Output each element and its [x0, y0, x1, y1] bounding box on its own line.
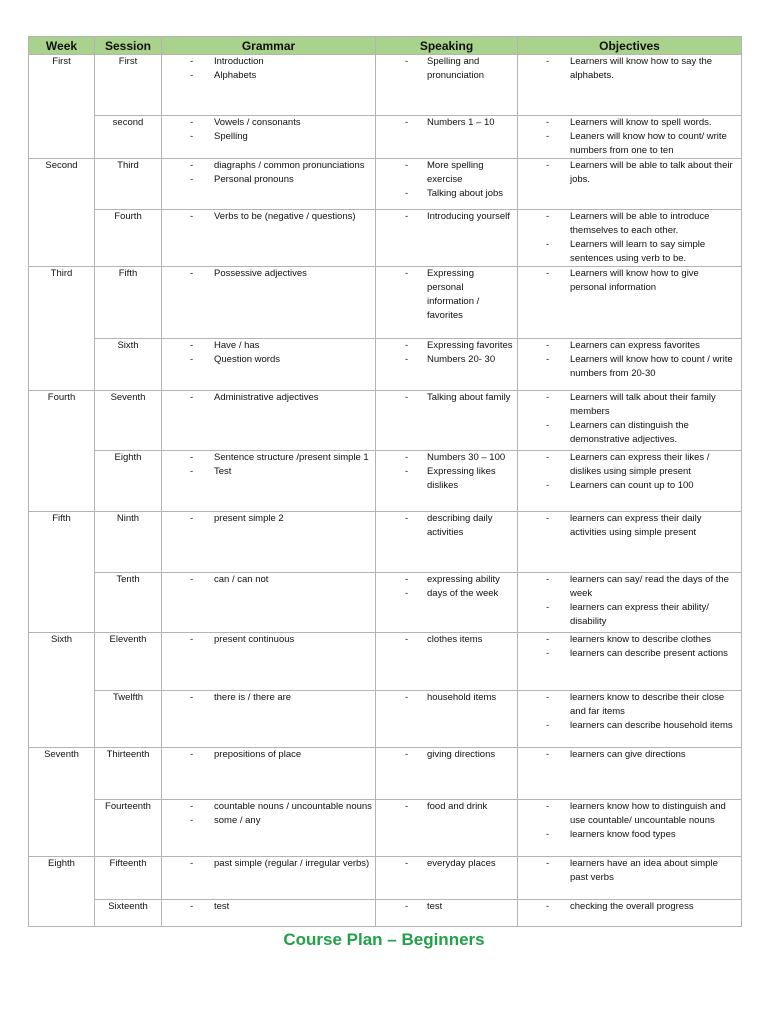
session-cell: Seventh — [95, 391, 162, 451]
grammar-list — [162, 691, 375, 705]
week-cell: Fourth — [29, 391, 95, 512]
speaking-cell — [376, 116, 518, 159]
objectives-header: Objectives — [518, 37, 742, 55]
objectives-cell — [518, 210, 742, 267]
speaking-item: - days of the week — [376, 587, 517, 601]
speaking-cell — [376, 391, 518, 451]
speaking-list — [376, 748, 517, 762]
session-cell: Ninth — [95, 512, 162, 573]
objectives-item: - learners can describe household items — [518, 719, 741, 733]
objectives-list — [518, 159, 741, 187]
speaking-item: - Expressing likes dislikes — [376, 465, 517, 493]
objectives-cell — [518, 116, 742, 159]
objectives-item: - Leaners will know how to count/ write numbers from one to ten — [518, 130, 741, 158]
objectives-item: - Learners can count up to 100 — [518, 479, 741, 493]
objectives-item: - Learners can express favorites — [518, 339, 741, 353]
session-cell: Fifteenth — [95, 857, 162, 900]
grammar-list — [162, 116, 375, 144]
objectives-item: - learners know to describe their close and far items — [518, 691, 741, 719]
speaking-item: - Talking about family — [376, 391, 517, 405]
speaking-cell — [376, 55, 518, 116]
grammar-cell — [162, 451, 376, 512]
grammar-item: - can / can not — [162, 573, 375, 587]
objectives-cell — [518, 800, 742, 857]
table-row — [29, 800, 742, 857]
grammar-list — [162, 339, 375, 367]
speaking-cell — [376, 857, 518, 900]
objectives-list — [518, 512, 741, 540]
objectives-list — [518, 339, 741, 381]
grammar-cell — [162, 116, 376, 159]
objectives-list — [518, 267, 741, 295]
session-cell: Fourteenth — [95, 800, 162, 857]
grammar-item: - present continuous — [162, 633, 375, 647]
speaking-list — [376, 159, 517, 201]
grammar-list — [162, 857, 375, 871]
grammar-item: - Introduction — [162, 55, 375, 69]
objectives-cell — [518, 857, 742, 900]
speaking-cell — [376, 800, 518, 857]
grammar-item: - Vowels / consonants — [162, 116, 375, 130]
session-cell: Fourth — [95, 210, 162, 267]
grammar-cell — [162, 267, 376, 339]
grammar-item: - prepositions of place — [162, 748, 375, 762]
speaking-list — [376, 633, 517, 647]
speaking-cell — [376, 451, 518, 512]
week-cell: Third — [29, 267, 95, 391]
objectives-item: - Learners will be able to introduce themselves to each other. — [518, 210, 741, 238]
grammar-cell — [162, 339, 376, 391]
grammar-cell — [162, 55, 376, 116]
session-cell: Thirteenth — [95, 748, 162, 800]
grammar-item: - some / any — [162, 814, 375, 828]
course-plan-body — [29, 55, 742, 927]
table-row — [29, 691, 742, 748]
speaking-list — [376, 691, 517, 705]
speaking-item: - everyday places — [376, 857, 517, 871]
table-row — [29, 857, 742, 900]
objectives-cell — [518, 451, 742, 512]
table-row — [29, 55, 742, 116]
objectives-cell — [518, 159, 742, 210]
session-cell: Tenth — [95, 573, 162, 633]
table-row — [29, 748, 742, 800]
speaking-cell — [376, 267, 518, 339]
objectives-list — [518, 748, 741, 762]
speaking-cell — [376, 900, 518, 927]
speaking-cell — [376, 573, 518, 633]
grammar-item: - past simple (regular / irregular verbs) — [162, 857, 375, 871]
objectives-list — [518, 857, 741, 885]
objectives-cell — [518, 573, 742, 633]
speaking-item: - expressing ability — [376, 573, 517, 587]
speaking-item: - Talking about jobs — [376, 187, 517, 201]
table-row — [29, 267, 742, 339]
objectives-list — [518, 210, 741, 266]
objectives-list — [518, 691, 741, 733]
speaking-cell — [376, 159, 518, 210]
grammar-list — [162, 451, 375, 479]
speaking-cell — [376, 339, 518, 391]
objectives-item: - Learners will talk about their family members — [518, 391, 741, 419]
grammar-list — [162, 391, 375, 405]
speaking-item: - food and drink — [376, 800, 517, 814]
speaking-item: - Numbers 20- 30 — [376, 353, 517, 367]
objectives-list — [518, 573, 741, 629]
objectives-item: - learners have an idea about simple past verbs — [518, 857, 741, 885]
speaking-list — [376, 451, 517, 493]
table-row — [29, 210, 742, 267]
speaking-list — [376, 339, 517, 367]
session-cell: Fifth — [95, 267, 162, 339]
objectives-item: - Learners can express their likes / dislikes using simple present — [518, 451, 741, 479]
speaking-list — [376, 116, 517, 130]
grammar-item: - Possessive adjectives — [162, 267, 375, 281]
table-row — [29, 573, 742, 633]
grammar-item: - Alphabets — [162, 69, 375, 83]
session-cell: Eighth — [95, 451, 162, 512]
objectives-item: - checking the overall progress — [518, 900, 741, 914]
speaking-list — [376, 512, 517, 540]
grammar-cell — [162, 900, 376, 927]
table-row — [29, 159, 742, 210]
speaking-item: - test — [376, 900, 517, 914]
speaking-list — [376, 857, 517, 871]
grammar-item: - present simple 2 — [162, 512, 375, 526]
grammar-cell — [162, 748, 376, 800]
week-header: Week — [29, 37, 95, 55]
table-header-row — [29, 37, 742, 55]
objectives-list — [518, 451, 741, 493]
speaking-cell — [376, 748, 518, 800]
objectives-item: - Learners will know how to give personal information — [518, 267, 741, 295]
speaking-item: - Numbers 1 – 10 — [376, 116, 517, 130]
grammar-item: - countable nouns / uncountable nouns — [162, 800, 375, 814]
course-plan-table — [28, 36, 742, 927]
week-cell: Eighth — [29, 857, 95, 927]
speaking-cell — [376, 691, 518, 748]
grammar-item: - Verbs to be (negative / questions) — [162, 210, 375, 224]
grammar-item: - there is / there are — [162, 691, 375, 705]
objectives-item: - Learners will know how to count / write numbers from 20-30 — [518, 353, 741, 381]
table-row — [29, 391, 742, 451]
session-cell: First — [95, 55, 162, 116]
objectives-item: - learners can give directions — [518, 748, 741, 762]
objectives-list — [518, 633, 741, 661]
grammar-item: - Question words — [162, 353, 375, 367]
table-row — [29, 339, 742, 391]
speaking-list — [376, 55, 517, 83]
session-cell: Sixth — [95, 339, 162, 391]
speaking-cell — [376, 633, 518, 691]
objectives-cell — [518, 267, 742, 339]
session-cell: second — [95, 116, 162, 159]
speaking-item: - describing daily activities — [376, 512, 517, 540]
table-row — [29, 512, 742, 573]
table-row — [29, 633, 742, 691]
week-cell: First — [29, 55, 95, 159]
objectives-item: - learners can say/ read the days of the week — [518, 573, 741, 601]
objectives-list — [518, 800, 741, 842]
objectives-item: - Learners will be able to talk about their jobs. — [518, 159, 741, 187]
objectives-list — [518, 391, 741, 447]
speaking-item: - giving directions — [376, 748, 517, 762]
objectives-item: - Learners will learn to say simple sentences using verb to be. — [518, 238, 741, 266]
objectives-item: - learners know to describe clothes — [518, 633, 741, 647]
course-plan-caption: Course Plan – Beginners — [283, 930, 485, 949]
speaking-list — [376, 267, 517, 323]
speaking-list — [376, 573, 517, 601]
session-header: Session — [95, 37, 162, 55]
objectives-item: - learners can express their ability/ disability — [518, 601, 741, 629]
week-cell: Seventh — [29, 748, 95, 857]
speaking-item: - clothes items — [376, 633, 517, 647]
speaking-cell — [376, 210, 518, 267]
grammar-item: - Spelling — [162, 130, 375, 144]
objectives-item: - learners know food types — [518, 828, 741, 842]
grammar-list — [162, 210, 375, 224]
objectives-list — [518, 116, 741, 158]
objectives-cell — [518, 633, 742, 691]
objectives-list — [518, 900, 741, 914]
grammar-cell — [162, 391, 376, 451]
speaking-item: - Expressing personal information / favorites — [376, 267, 517, 323]
table-row — [29, 451, 742, 512]
speaking-item: - household items — [376, 691, 517, 705]
grammar-list — [162, 55, 375, 83]
grammar-cell — [162, 857, 376, 900]
objectives-item: - learners can describe present actions — [518, 647, 741, 661]
grammar-cell — [162, 512, 376, 573]
speaking-item: - Numbers 30 – 100 — [376, 451, 517, 465]
objectives-cell — [518, 900, 742, 927]
grammar-cell — [162, 633, 376, 691]
objectives-cell — [518, 55, 742, 116]
speaking-item: - Introducing yourself — [376, 210, 517, 224]
grammar-item: - Test — [162, 465, 375, 479]
grammar-list — [162, 800, 375, 828]
objectives-cell — [518, 512, 742, 573]
grammar-list — [162, 900, 375, 914]
objectives-item: - Learners will know to spell words. — [518, 116, 741, 130]
grammar-item: - Sentence structure /present simple 1 — [162, 451, 375, 465]
week-cell: Sixth — [29, 633, 95, 748]
grammar-cell — [162, 573, 376, 633]
table-row — [29, 900, 742, 927]
grammar-cell — [162, 159, 376, 210]
objectives-item: - Learners can distinguish the demonstrative adjectives. — [518, 419, 741, 447]
speaking-list — [376, 210, 517, 224]
speaking-item: - More spelling exercise — [376, 159, 517, 187]
table-row — [29, 116, 742, 159]
grammar-list — [162, 512, 375, 526]
speaking-list — [376, 900, 517, 914]
grammar-list — [162, 267, 375, 281]
session-cell: Twelfth — [95, 691, 162, 748]
grammar-list — [162, 159, 375, 187]
objectives-cell — [518, 691, 742, 748]
grammar-item: - Administrative adjectives — [162, 391, 375, 405]
grammar-item: - Personal pronouns — [162, 173, 375, 187]
objectives-list — [518, 55, 741, 83]
grammar-item: - Have / has — [162, 339, 375, 353]
week-cell: Second — [29, 159, 95, 267]
grammar-cell — [162, 210, 376, 267]
speaking-item: - Spelling and pronunciation — [376, 55, 517, 83]
grammar-cell — [162, 691, 376, 748]
speaking-item: - Expressing favorites — [376, 339, 517, 353]
grammar-list — [162, 573, 375, 587]
objectives-item: - Learners will know how to say the alphabets. — [518, 55, 741, 83]
grammar-list — [162, 748, 375, 762]
speaking-list — [376, 800, 517, 814]
objectives-cell — [518, 339, 742, 391]
grammar-item: - test — [162, 900, 375, 914]
objectives-cell — [518, 748, 742, 800]
speaking-cell — [376, 512, 518, 573]
grammar-item: - diagraphs / common pronunciations — [162, 159, 375, 173]
session-cell: Eleventh — [95, 633, 162, 691]
grammar-header: Grammar — [162, 37, 376, 55]
grammar-list — [162, 633, 375, 647]
objectives-item: - learners know how to distinguish and use countable/ uncountable nouns — [518, 800, 741, 828]
objectives-cell — [518, 391, 742, 451]
session-cell: Third — [95, 159, 162, 210]
week-cell: Fifth — [29, 512, 95, 633]
session-cell: Sixteenth — [95, 900, 162, 927]
grammar-cell — [162, 800, 376, 857]
speaking-list — [376, 391, 517, 405]
speaking-header: Speaking — [376, 37, 518, 55]
objectives-item: - learners can express their daily activities using simple present — [518, 512, 741, 540]
